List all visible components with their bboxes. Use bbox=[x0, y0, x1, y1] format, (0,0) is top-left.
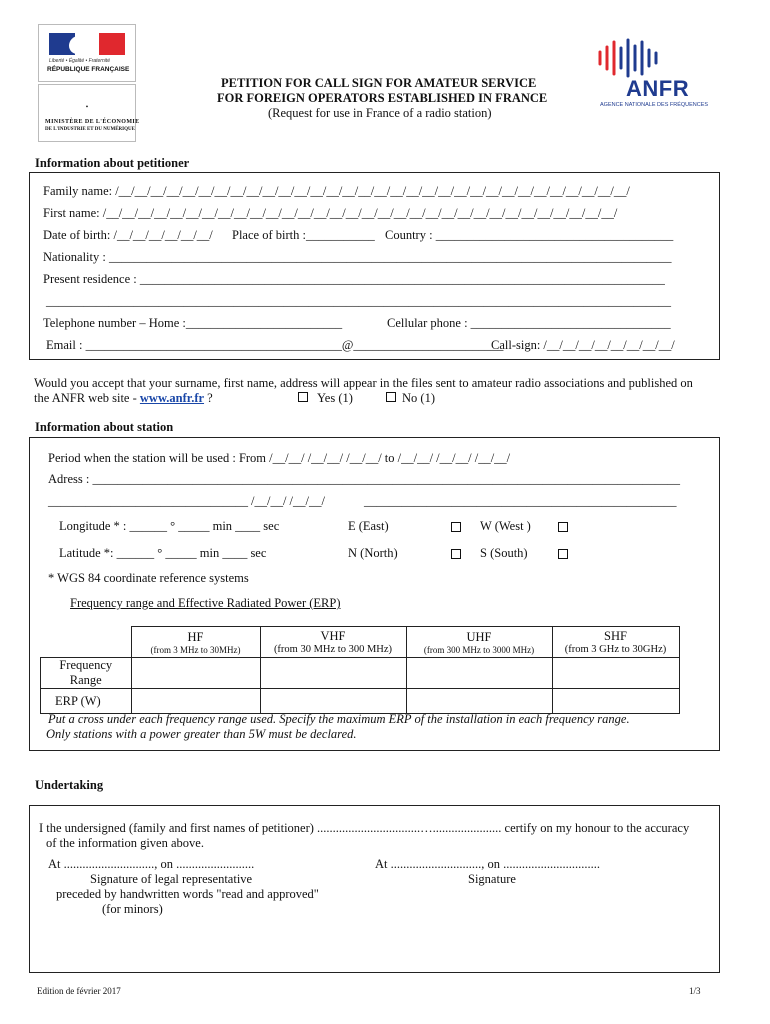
undertaking-line1: I the undersigned (family and first names of petitioner) .................................…...................... certify on my honour to the accuracy bbox=[39, 821, 690, 835]
shf-name: SHF bbox=[604, 629, 627, 643]
page-title-line1: PETITION FOR CALL SIGN FOR AMATEUR SERVICE bbox=[221, 76, 537, 90]
read-and-approved-label: preceded by handwritten words "read and approved" bbox=[56, 887, 319, 901]
place-date-right-field[interactable]: At ............................., on ............................... bbox=[375, 857, 600, 871]
latitude-field[interactable]: Latitude *: ______ ° _____ min ____ sec bbox=[59, 546, 267, 560]
consent-yes-checkbox[interactable] bbox=[298, 392, 308, 402]
frequency-table-title: Frequency range and Effective Radiated Power (ERP) bbox=[70, 596, 341, 610]
station-note-line2: Only stations with a power greater than 5W must be declared. bbox=[46, 727, 357, 741]
consent-line2 bbox=[34, 391, 213, 406]
anfr-tagline: AGENCE NATIONALE DES FRÉQUENCES bbox=[600, 102, 709, 108]
page-subtitle: (Request for use in France of a radio station) bbox=[268, 106, 492, 120]
edition-footer: Edition de février 2017 bbox=[37, 986, 121, 996]
station-heading: Information about station bbox=[35, 420, 174, 434]
petitioner-heading: Information about petitioner bbox=[35, 156, 190, 170]
consent-suffix: ? bbox=[204, 391, 213, 405]
ministry-flag-icon: • bbox=[85, 103, 89, 111]
anfr-web-link[interactable]: www.anfr.fr bbox=[139, 391, 205, 405]
hf-frequency-cell[interactable] bbox=[131, 658, 260, 689]
frequency-label-a: Frequency bbox=[59, 658, 113, 672]
anfr-waves-icon bbox=[596, 38, 676, 78]
petitioner-section bbox=[29, 172, 720, 360]
frequency-label-b: Range bbox=[69, 673, 102, 687]
table-row bbox=[41, 627, 680, 658]
ministry-block bbox=[38, 84, 140, 142]
vhf-header bbox=[260, 627, 406, 658]
shf-erp-cell[interactable] bbox=[552, 689, 679, 714]
consent-prefix: the ANFR web site - bbox=[34, 391, 140, 405]
frequency-table bbox=[40, 626, 680, 714]
consent-yes-label: Yes (1) bbox=[317, 391, 353, 405]
north-checkbox[interactable] bbox=[451, 549, 461, 559]
page-title-line2: FOR FOREIGN OPERATORS ESTABLISHED IN FRANCE bbox=[217, 91, 548, 105]
west-label: W (West ) bbox=[480, 519, 531, 533]
uhf-name: UHF bbox=[466, 629, 492, 644]
east-checkbox[interactable] bbox=[451, 522, 461, 532]
anfr-logo-text: ANFR bbox=[626, 76, 690, 101]
consent-question: Would you accept that your surname, first name, address will appear in the files sent to amateur radio associations and published on bbox=[34, 376, 693, 390]
republique-emblem bbox=[38, 24, 136, 82]
undertaking-line2: of the information given above. bbox=[46, 836, 204, 850]
republic-motto: Liberté • Égalité • Fraternité bbox=[49, 58, 111, 64]
call-sign-field[interactable]: Call-sign: /__/__/__/__/__/__/__/__/ bbox=[491, 338, 675, 352]
address-line2-right-field[interactable]: __________________________________________________ bbox=[364, 494, 677, 508]
vhf-name: VHF bbox=[320, 629, 346, 643]
first-name-field[interactable]: First name: /__/__/__/__/__/__/__/__/__/__/__/__/__/__/__/__/__/__/__/__/__/__/__/__/__/__/__/__/__/__/__/__/ bbox=[43, 206, 618, 220]
vhf-erp-cell[interactable] bbox=[260, 689, 406, 714]
telephone-home-field[interactable]: Telephone number – Home :_________________________ bbox=[43, 316, 343, 330]
republic-name: RÉPUBLIQUE FRANÇAISE bbox=[47, 66, 130, 73]
shf-range: (from 3 GHz to 30GHz) bbox=[564, 644, 667, 655]
west-checkbox[interactable] bbox=[558, 522, 568, 532]
ministry-line1: MINISTÈRE DE L'ÉCONOMIE bbox=[45, 119, 140, 125]
undertaking-heading: Undertaking bbox=[35, 778, 104, 792]
shf-frequency-cell[interactable] bbox=[552, 658, 679, 689]
longitude-field[interactable]: Longitude * : ______ ° _____ min ____ sec bbox=[59, 519, 280, 533]
consent-no-label: No (1) bbox=[402, 391, 435, 405]
hf-header bbox=[131, 627, 260, 658]
east-label: E (East) bbox=[348, 519, 389, 533]
anfr-logo bbox=[596, 38, 712, 114]
uhf-range: (from 300 MHz to 3000 MHz) bbox=[423, 644, 535, 655]
present-residence-field[interactable]: Present residence : ____________________________________________________________________________________ bbox=[43, 272, 665, 286]
address-line2-left-field[interactable]: ________________________________ bbox=[48, 494, 248, 508]
consent-no-checkbox[interactable] bbox=[386, 392, 396, 402]
legal-representative-signature-label: Signature of legal representative bbox=[90, 872, 253, 886]
address-line2-date-field[interactable]: /__/__/ /__/__/ bbox=[251, 494, 325, 508]
table-row bbox=[41, 689, 680, 714]
place-date-left-field[interactable]: At ............................., on ......................... bbox=[48, 857, 255, 871]
south-label: S (South) bbox=[480, 546, 528, 560]
signature-label: Signature bbox=[468, 872, 516, 886]
undertaking-section bbox=[29, 805, 720, 973]
country-field[interactable]: Country : ______________________________________ bbox=[385, 228, 674, 242]
north-label: N (North) bbox=[348, 546, 398, 560]
wgs-note: * WGS 84 coordinate reference systems bbox=[48, 571, 249, 585]
uhf-erp-cell[interactable] bbox=[406, 689, 552, 714]
vhf-frequency-cell[interactable] bbox=[260, 658, 406, 689]
email-field[interactable]: Email : _________________________________________@________________________ bbox=[46, 338, 504, 352]
ministry-line2: DE L'INDUSTRIE ET DU NUMÉRIQUE bbox=[45, 127, 135, 132]
hf-range: (from 3 MHz to 30MHz) bbox=[150, 644, 241, 655]
page-number: 1/3 bbox=[689, 986, 701, 996]
station-note-line1: Put a cross under each frequency range used. Specify the maximum ERP of the installation in each frequency range. bbox=[48, 712, 630, 726]
family-name-field[interactable]: Family name: /__/__/__/__/__/__/__/__/__/__/__/__/__/__/__/__/__/__/__/__/__/__/__/__/__/__/__/__/__/__/__/__/ bbox=[43, 184, 630, 198]
hf-erp-cell[interactable] bbox=[131, 689, 260, 714]
frequency-range-label bbox=[41, 658, 132, 689]
shf-header bbox=[552, 627, 679, 658]
hf-name: HF bbox=[187, 629, 204, 644]
residence-line2-field[interactable]: ____________________________________________________________________________________________________ bbox=[46, 294, 671, 308]
place-of-birth-field[interactable]: Place of birth :___________ bbox=[232, 228, 375, 242]
date-of-birth-field[interactable]: Date of birth: /__/__/__/__/__/__/ bbox=[43, 228, 213, 242]
erp-label: ERP (W) bbox=[41, 689, 132, 714]
uhf-frequency-cell[interactable] bbox=[406, 658, 552, 689]
address-field[interactable]: Adress : ______________________________________________________________________________________________ bbox=[48, 472, 680, 486]
nationality-field[interactable]: Nationality : __________________________________________________________________________________________ bbox=[43, 250, 672, 264]
for-minors-label: (for minors) bbox=[102, 902, 163, 916]
vhf-range: (from 30 MHz to 300 MHz) bbox=[273, 644, 393, 655]
cellular-phone-field[interactable]: Cellular phone : ________________________________ bbox=[387, 316, 671, 330]
uhf-header bbox=[406, 627, 552, 658]
south-checkbox[interactable] bbox=[558, 549, 568, 559]
period-field[interactable]: Period when the station will be used : From /__/__/ /__/__/ /__/__/ to /__/__/ /__/__/ /__/__/ bbox=[48, 451, 511, 465]
table-row bbox=[41, 658, 680, 689]
marianne-logo-icon bbox=[49, 33, 125, 55]
